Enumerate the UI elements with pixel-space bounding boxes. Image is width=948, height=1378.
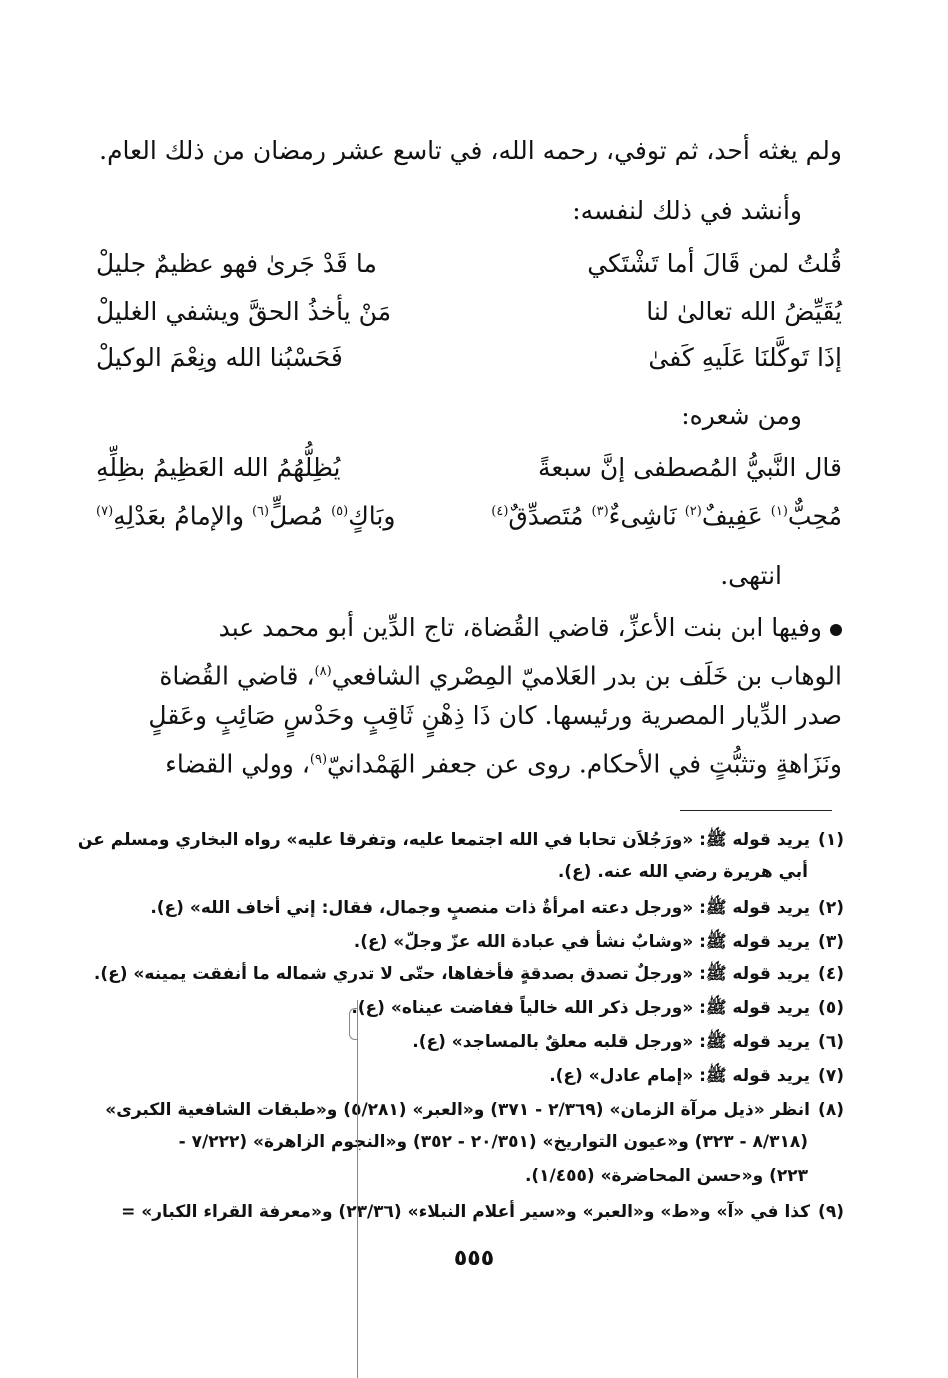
- poem-verse: [96, 338, 842, 378]
- footnote-ref: (٣): [591, 504, 609, 519]
- paragraph-line: الوهاب بن خَلَف بن بدر العَلاميّ المِصْري الشافعي$^{(٨)}$، قاضي القُضاة: [159, 661, 842, 691]
- text-line: وأنشد في ذلك لنفسه:: [572, 196, 802, 225]
- verse-first-hemistich: مُحِبٌّ$^{(١)}$ عَفِيفٌ$^{(٢)}$ نَاشِىءٌ$^{(٣)}$ مُتَصدِّقٌ$^{(٤)}$: [491, 501, 842, 531]
- footnote-separator: [680, 810, 832, 811]
- footnote-ref: (٩): [309, 752, 328, 767]
- verse-first-hemistich: قُلتُ لمن قَالَ أما تَشْتَكي: [587, 249, 842, 278]
- text-line: انتهى.: [720, 561, 782, 590]
- footnote-continuation: ٢٢٣) و«حسن المحاضرة» (١/٤٥٥).: [524, 1166, 808, 1186]
- footnote: (٨)انظر «ذيل مرآة الزمان» (٢/٣٦٩ - ٣٧١) و«العبر» (٥/٢٨١) و«طبقات الشافعية الكبرى»: [105, 1100, 844, 1120]
- footnote-ref: (٦): [251, 504, 270, 519]
- verse-first-hemistich: يُقَيِّضُ الله تعالىٰ لنا: [646, 297, 842, 326]
- poem-verse: [96, 448, 842, 488]
- footnote-ref: (٤): [491, 504, 509, 519]
- footnote-ref: (٨): [314, 664, 332, 679]
- bullet-icon: [830, 624, 842, 636]
- text-line: ولم يغثه أحد، ثم توفي، رحمه الله، في تاسع عشر رمضان من ذلك العام.: [99, 136, 842, 165]
- scan-margin-mark: [349, 1008, 358, 1040]
- verse-first-hemistich: قال النَّبيُّ المُصطفى إنَّ سبعةً: [538, 453, 842, 482]
- text-line: ومن شعره:: [681, 401, 802, 430]
- footnote-continuation: أبي هريرة رضي الله عنه. (ع).: [557, 862, 808, 882]
- footnote: (٥)يريد قوله ﷺ: «ورجل ذكر الله خالياً ففاضت عيناه» (ع).: [351, 998, 844, 1018]
- paragraph-line: ونَزَاهةٍ وتثبُّتٍ في الأحكام. روى عن جعفر الهَمْدانيّ$^{(٩)}$، وولي القضاء: [165, 749, 842, 779]
- poem-verse: [96, 292, 842, 332]
- page-number: ٥٥٥: [453, 1246, 495, 1271]
- verse-first-hemistich: إذَا تَوكَّلنَا عَلَيهِ كَفىٰ: [648, 343, 842, 372]
- footnote: (٦)يريد قوله ﷺ: «ورجل قلبه معلقٌ بالمساجد» (ع).: [412, 1032, 844, 1052]
- footnote: (٩)كذا في «آ» و«ط» و«العبر» و«سير أعلام النبلاء» (٢٣/٣٦) و«معرفة القراء الكبار» =: [121, 1202, 844, 1222]
- footnote-ref: (٥): [331, 504, 349, 519]
- scan-fold-line: [357, 1000, 358, 1378]
- footnote: (٣)يريد قوله ﷺ: «وشابٌ نشأ في عبادة الله عزّ وجلّ» (ع).: [353, 932, 844, 952]
- footnote-continuation: (٨/٣١٨ - ٣٢٣) و«عيون التواريخ» (٢٠/٣٥١ - ٣٥٢) و«النجوم الزاهرة» (٧/٢٢٢ -: [178, 1132, 808, 1152]
- paragraph-line: صدر الدِّيار المصرية ورئيسها. كان ذَا ذِهْنٍ ثَاقِبٍ وحَدْسٍ صَائِبٍ وعَقلٍ: [148, 701, 842, 730]
- footnote: (١)يريد قوله ﷺ: «ورَجُلاَن تحابا في الله اجتمعا عليه، وتفرقا عليه» رواه البخاري ومسلم عن: [77, 830, 844, 850]
- paragraph-line: وفيها ابن بنت الأعزِّ، قاضي القُضاة، تاج الدِّين أبو محمد عبد: [96, 608, 842, 648]
- verse-second-hemistich: مَنْ يأخذُ الحقَّ ويشفي الغليلْ: [96, 297, 392, 326]
- footnote-ref: (٢): [684, 504, 702, 519]
- footnote: (٧)يريد قوله ﷺ: «إمام عادل» (ع).: [549, 1066, 844, 1086]
- footnote-ref: (٧): [96, 504, 114, 519]
- verse-second-hemistich: ما قَدْ جَرىٰ فهو عظيمٌ جليلْ: [96, 249, 377, 278]
- poem-verse: [96, 244, 842, 284]
- verse-second-hemistich: فَحَسْبُنا الله ونِعْمَ الوكيلْ: [96, 343, 343, 372]
- poem-verse: [96, 492, 842, 532]
- footnote-ref: (١): [770, 504, 788, 519]
- footnote: (٢)يريد قوله ﷺ: «ورجل دعته امرأةٌ ذات منصبٍ وجمال، فقال: إني أخاف الله» (ع).: [150, 898, 844, 918]
- footnote: (٤)يريد قوله ﷺ: «ورجلٌ تصدق بصدقةٍ فأخفاها، حتّى لا تدري شماله ما أنفقت يمينه» (ع).: [93, 964, 844, 984]
- verse-second-hemistich: وبَاكٍ$^{(٥)}$ مُصلٍّ$^{(٦)}$ والإمامُ بعَدْلِهِ$^{(٧)}$: [96, 501, 396, 531]
- verse-second-hemistich: يُظِلُّهُمُ الله العَظِيمُ بظِلِّهِ: [96, 453, 341, 482]
